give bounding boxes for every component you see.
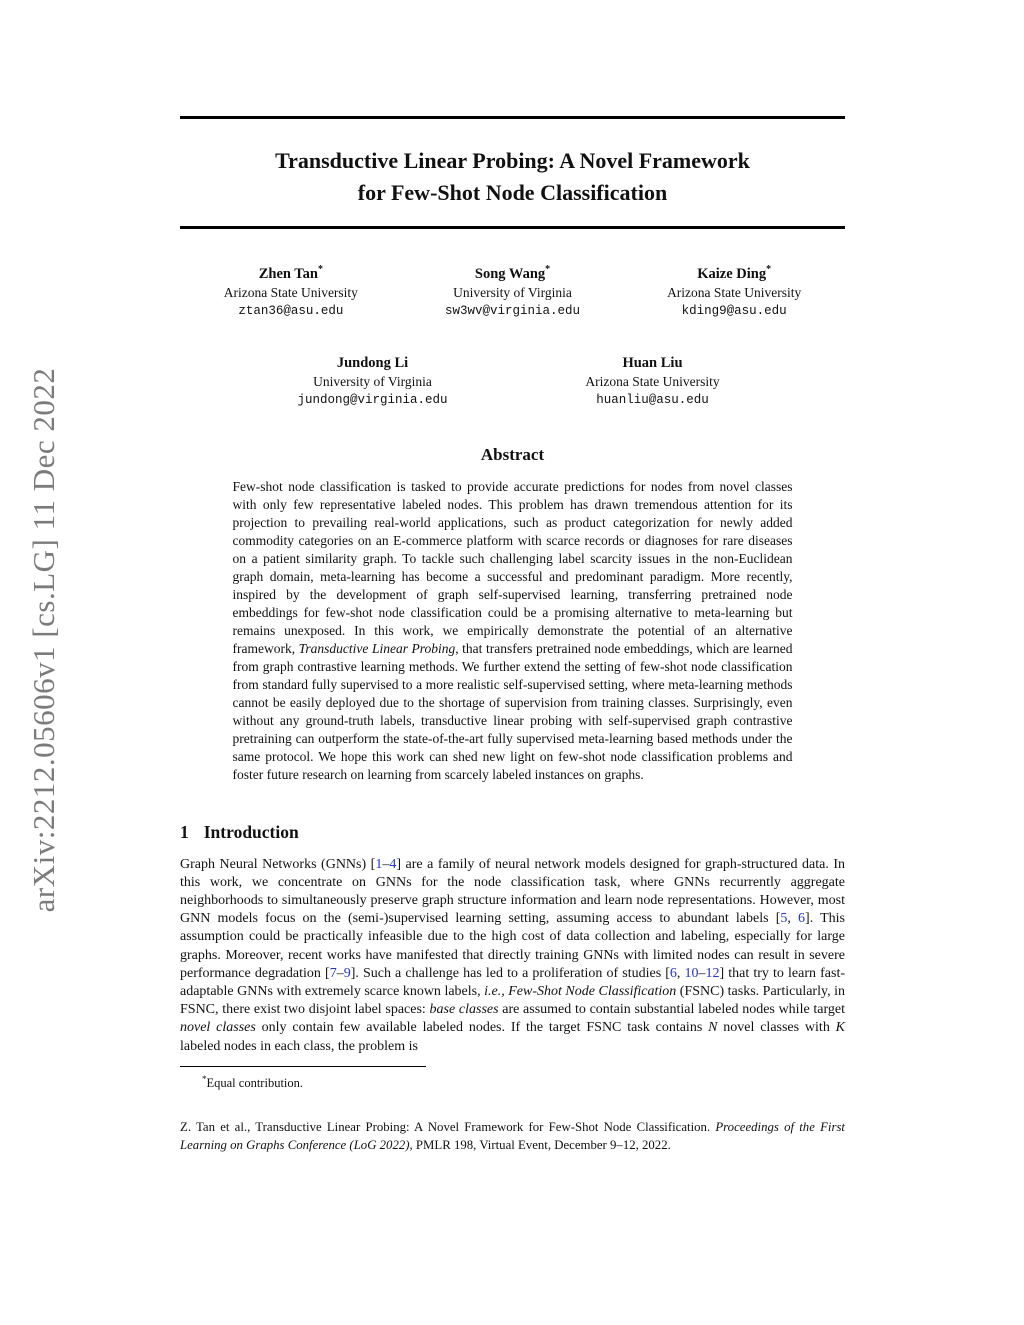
author-name-text: Song Wang: [474, 265, 546, 282]
text-run: ]. This assumption could be practically infeasible due to the high cost of data collection and labeling, especially for large graphs. Moreover, recent works have manifested that directly training GNNs with limited nodes can result in severe performance degradation [: [180, 911, 845, 981]
text-run: Z. Tan et al., Transductive Linear Probing: A Novel Framework for Few-Shot Node Classification.: [180, 1120, 716, 1135]
text-run: , that transfers pretrained node embeddings, which are learned from graph contrastive learning methods. We further extend the setting of few-shot node classification from standard fully supervised to a more realistic self-supervised setting, where meta-learning methods cannot be easily deployed due to the shortage of supervision from training classes. Surprisingly, even without any ground-truth labels, transductive linear probing with self-supervised graph contrastive pretraining can outperform the state-of-the-art fully supervised meta-learning based methods under the same protocol. We hope this work can shed new light on few-shot node classification problems and foster future research on learning from scarcely labeled instances on graphs.: [232, 640, 793, 782]
citation-link[interactable]: 12: [705, 965, 720, 981]
text-run: are assumed to contain substantial labeled nodes while target: [498, 1002, 845, 1018]
equal-contribution-mark: *: [317, 264, 323, 275]
author-affiliation: University of Virginia: [453, 284, 572, 300]
text-run: ,: [676, 965, 685, 981]
author-email: ztan36@asu.edu: [238, 303, 344, 318]
citation-link[interactable]: 6: [798, 911, 806, 927]
author-block: [623, 260, 845, 320]
author-block: [253, 349, 493, 409]
text-run: novel classes: [180, 1020, 256, 1036]
section-heading-introduction: [180, 822, 845, 843]
authors-row-1: [180, 260, 845, 320]
introduction-paragraph: [180, 856, 845, 1056]
text-run: Proceedings of the First Learning on Graphs Conference (LoG 2022): [180, 1120, 845, 1152]
author-email: huanliu@asu.edu: [596, 392, 709, 407]
author-affiliation: Arizona State University: [223, 284, 358, 300]
author-name: [253, 349, 493, 373]
author-block: [402, 260, 624, 320]
text-run: ] are a family of neural network models designed for graph-structured data. In this work, we concentrate on GNNs for the node classification task, where GNNs recurrently aggregate neighborhoods to simultaneously preserve graph structure information and learn node representations. However, most GNN models focus on the (semi-)supervised learning setting, assuming access to abundant labels [: [180, 856, 846, 927]
equal-contribution-mark: *: [766, 264, 772, 275]
paper-title-line2: for Few-Shot Node Classification: [357, 180, 668, 205]
title-rule-top: [180, 116, 845, 119]
text-run: only contain few available labeled nodes. If the target FSNC task contains: [255, 1020, 709, 1036]
footnote-text: Equal contribution.: [206, 1076, 304, 1091]
citation-link[interactable]: 9: [343, 965, 351, 981]
author-name: [623, 260, 845, 284]
text-run: –: [698, 965, 706, 981]
author-email: sw3wv@virginia.edu: [444, 303, 581, 318]
author-name-text: Huan Liu: [622, 354, 683, 371]
text-run: labeled nodes in each class, the problem is: [180, 1038, 418, 1054]
citation-link[interactable]: 1: [375, 856, 383, 872]
citation-link[interactable]: 5: [780, 911, 788, 927]
footer-citation: [180, 1119, 845, 1154]
author-email: kding9@asu.edu: [681, 303, 787, 318]
citation-link[interactable]: 6: [669, 965, 677, 981]
author-email: jundong@virginia.edu: [297, 392, 448, 407]
text-run: Few-shot node classification is tasked to provide accurate predictions for nodes from novel classes with only few representative labeled nodes. This problem has drawn tremendous attention for its projection to prevailing real-world applications, such as product categorization for newly added commodity categories on an E-commerce platform with scarce records or diagnoses for rare diseases on a patient similarity graph. To tackle such challenging label scarcity issues in the non-Euclidean graph domain, meta-learning has become a successful and predominant paradigm. More recently, inspired by the development of graph self-supervised learning, transferring pretrained node embeddings for few-shot node classification could be a promising alternative to meta-learning but remains unexposed. In this work, we empirically demonstrate the potential of an alternative framework,: [232, 478, 793, 656]
author-block: [533, 349, 773, 409]
footnote-mark: *: [202, 1073, 207, 1084]
citation-link[interactable]: 7: [329, 965, 337, 981]
text-run: ,: [787, 911, 799, 927]
title-rule-bottom: [180, 226, 845, 229]
author-name-text: Zhen Tan: [258, 265, 318, 282]
author-affiliation: University of Virginia: [313, 373, 432, 389]
author-name-text: Jundong Li: [336, 354, 409, 371]
text-run: N: [708, 1020, 718, 1036]
author-block: [180, 260, 402, 320]
section-number: 1: [180, 821, 189, 842]
authors-row-2: [180, 349, 845, 409]
author-affiliation: Arizona State University: [585, 373, 720, 389]
paper-content-column: [180, 0, 845, 1154]
text-run: Graph Neural Networks (GNNs) [: [180, 856, 376, 872]
text-run: base classes: [429, 1002, 499, 1018]
text-run: –: [382, 856, 390, 872]
text-run: i.e., Few-Shot Node Classification: [484, 984, 677, 1000]
abstract-heading: Abstract: [480, 444, 545, 464]
footnote-rule: [180, 1066, 426, 1067]
citation-link[interactable]: 10: [684, 965, 699, 981]
footnote-equal-contribution: [180, 1071, 845, 1092]
author-name: [180, 260, 402, 284]
text-run: ] that try to learn fast-adaptable GNNs with extremely scarce known labels,: [180, 965, 845, 1000]
text-run: novel classes with: [717, 1020, 836, 1036]
author-name: [533, 349, 773, 373]
text-run: –: [336, 965, 344, 981]
text-run: Transductive Linear Probing: [298, 640, 456, 656]
author-name-text: Kaize Ding: [697, 265, 767, 282]
paper-title-line1: Transductive Linear Probing: A Novel Framework: [275, 148, 750, 173]
text-run: , PMLR 198, Virtual Event, December 9–12, 2022.: [409, 1137, 671, 1152]
text-run: ]. Such a challenge has led to a proliferation of studies [: [350, 965, 670, 981]
abstract-text: [233, 478, 793, 784]
author-name: [402, 260, 624, 284]
arxiv-watermark: arXiv:2212.05606v1 [cs.LG] 11 Dec 2022: [26, 367, 61, 913]
text-run: K: [835, 1020, 845, 1036]
citation-link[interactable]: 4: [389, 856, 397, 872]
paper-title: [180, 145, 845, 209]
equal-contribution-mark: *: [545, 264, 551, 275]
text-run: (FSNC) tasks. Particularly, in FSNC, there exist two disjoint label spaces:: [180, 984, 845, 1018]
author-affiliation: Arizona State University: [667, 284, 802, 300]
section-title-text: Introduction: [203, 821, 299, 842]
